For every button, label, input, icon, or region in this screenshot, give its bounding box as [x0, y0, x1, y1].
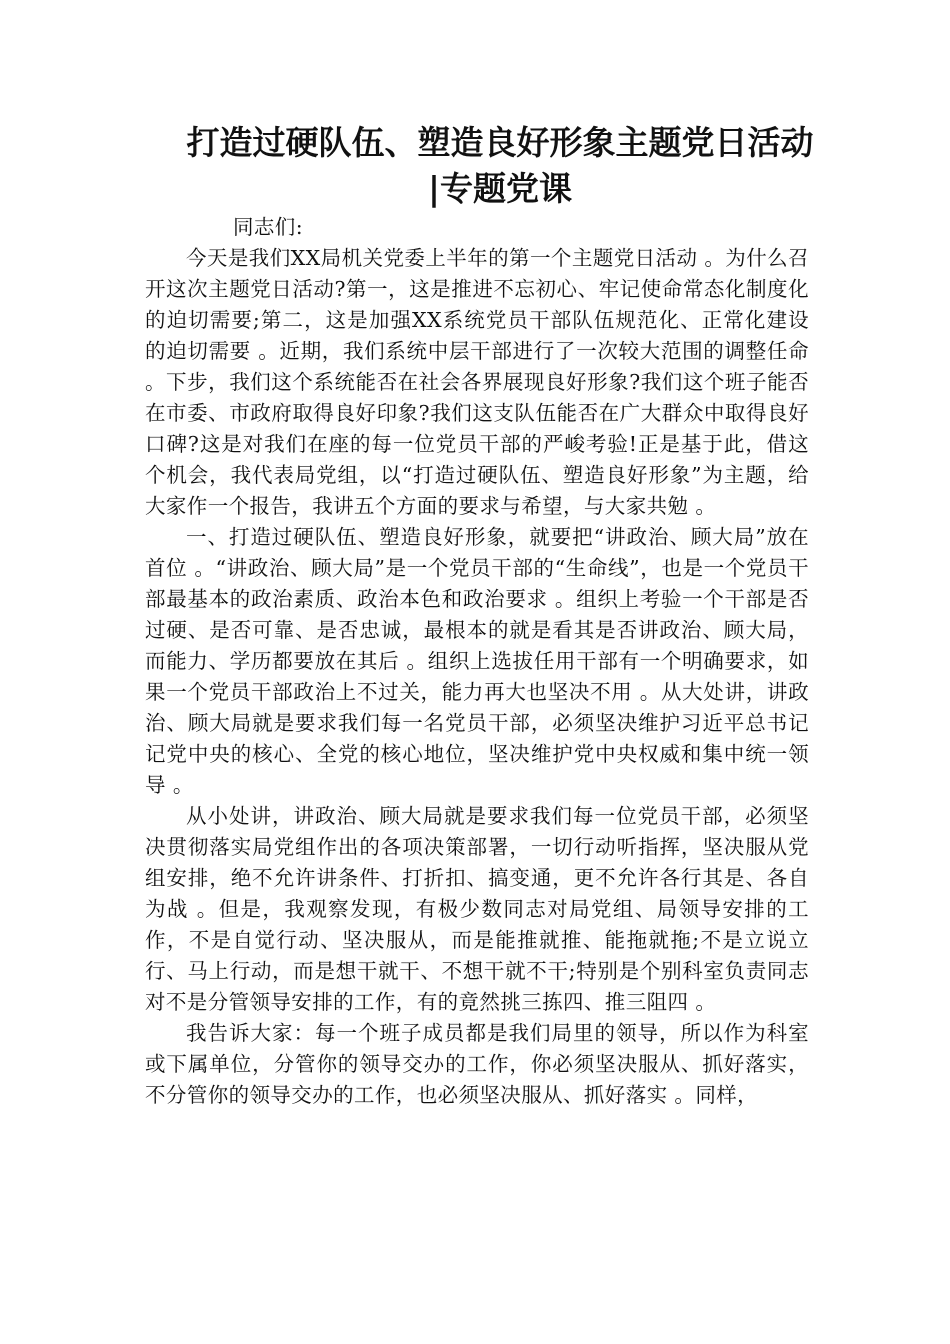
salutation: 同志们: — [233, 215, 304, 239]
paragraph-tell-everyone: 我告诉大家：每一个班子成员都是我们局里的领导，所以作为科室或下属单位，分管你的领导交办的工作，你必须坚决服从、抓好落实，不分管你的领导交办的工作，也必须坚决服从、抓好落实 。同样， — [145, 1021, 809, 1107]
document-title-line1: 打造过硬队伍、塑造良好形象主题党日活动 — [186, 123, 814, 162]
document-body — [145, 212, 809, 1111]
paragraph-small-scope: 从小处讲，讲政治、顾大局就是要求我们每一位党员干部，必须坚决贯彻落实局党组作出的各项决策部署，一切行动听指挥，坚决服从党组安排，绝不允许讲条件、打折扣、搞变通，更不允许各行其是、各自为战 。但是，我观察发现，有极少数同志对局党组、局领导安排的工作，不是自觉行动、坚决服从，而是能推就推、能拖就拖;不是立说立行、马上行动，而是想干就干、不想干就不干;特别是个别科室负责同志对不是分管领导安排的工作，有的竟然挑三拣四、推三阻四 。 — [145, 804, 809, 1014]
paragraph-section-one: 一、打造过硬队伍、塑造良好形象，就要把“讲政治、顾大局”放在首位 。“讲政治、顾大局”是一个党员干部的“生命线”，也是一个党员干部最基本的政治素质、政治本色和政治要求 。组织上考验一个干部是否过硬、是否可靠、是否忠诚，最根本的就是看其是否讲政治、顾大局，而能力、学历都要放在其后 。组织上选拔任用干部有一个明确要求，如果一个党员干部政治上不过关，能力再大也坚决不用 。从大处讲，讲政治、顾大局就是要求我们每一名党员干部，必须坚决维护习近平总书记记党中央的核心、全党的核心地位，坚决维护党中央权威和集中统一领导 。 — [145, 525, 809, 797]
document-title-line2: |专题党课 — [427, 169, 572, 208]
paragraph-intro: 今天是我们XX局机关党委上半年的第一个主题党日活动 。为什么召开这次主题党日活动?第一，这是推进不忘初心、牢记使命常态化制度化的迫切需要;第二，这是加强XX系统党员干部队伍规范化、正常化建设的迫切需要 。近期，我们系统中层干部进行了一次较大范围的调整任命 。下步，我们这个系统能否在社会各界展现良好形象?我们这个班子能否在市委、市政府取得良好印象?我们这支队伍能否在广大群众中取得良好口碑?这是对我们在座的每一位党员干部的严峻考验!正是基于此，借这个机会，我代表局党组，以“打造过硬队伍、塑造良好形象”为主题，给大家作一个报告，我讲五个方面的要求与希望，与大家共勉 。 — [145, 246, 809, 518]
